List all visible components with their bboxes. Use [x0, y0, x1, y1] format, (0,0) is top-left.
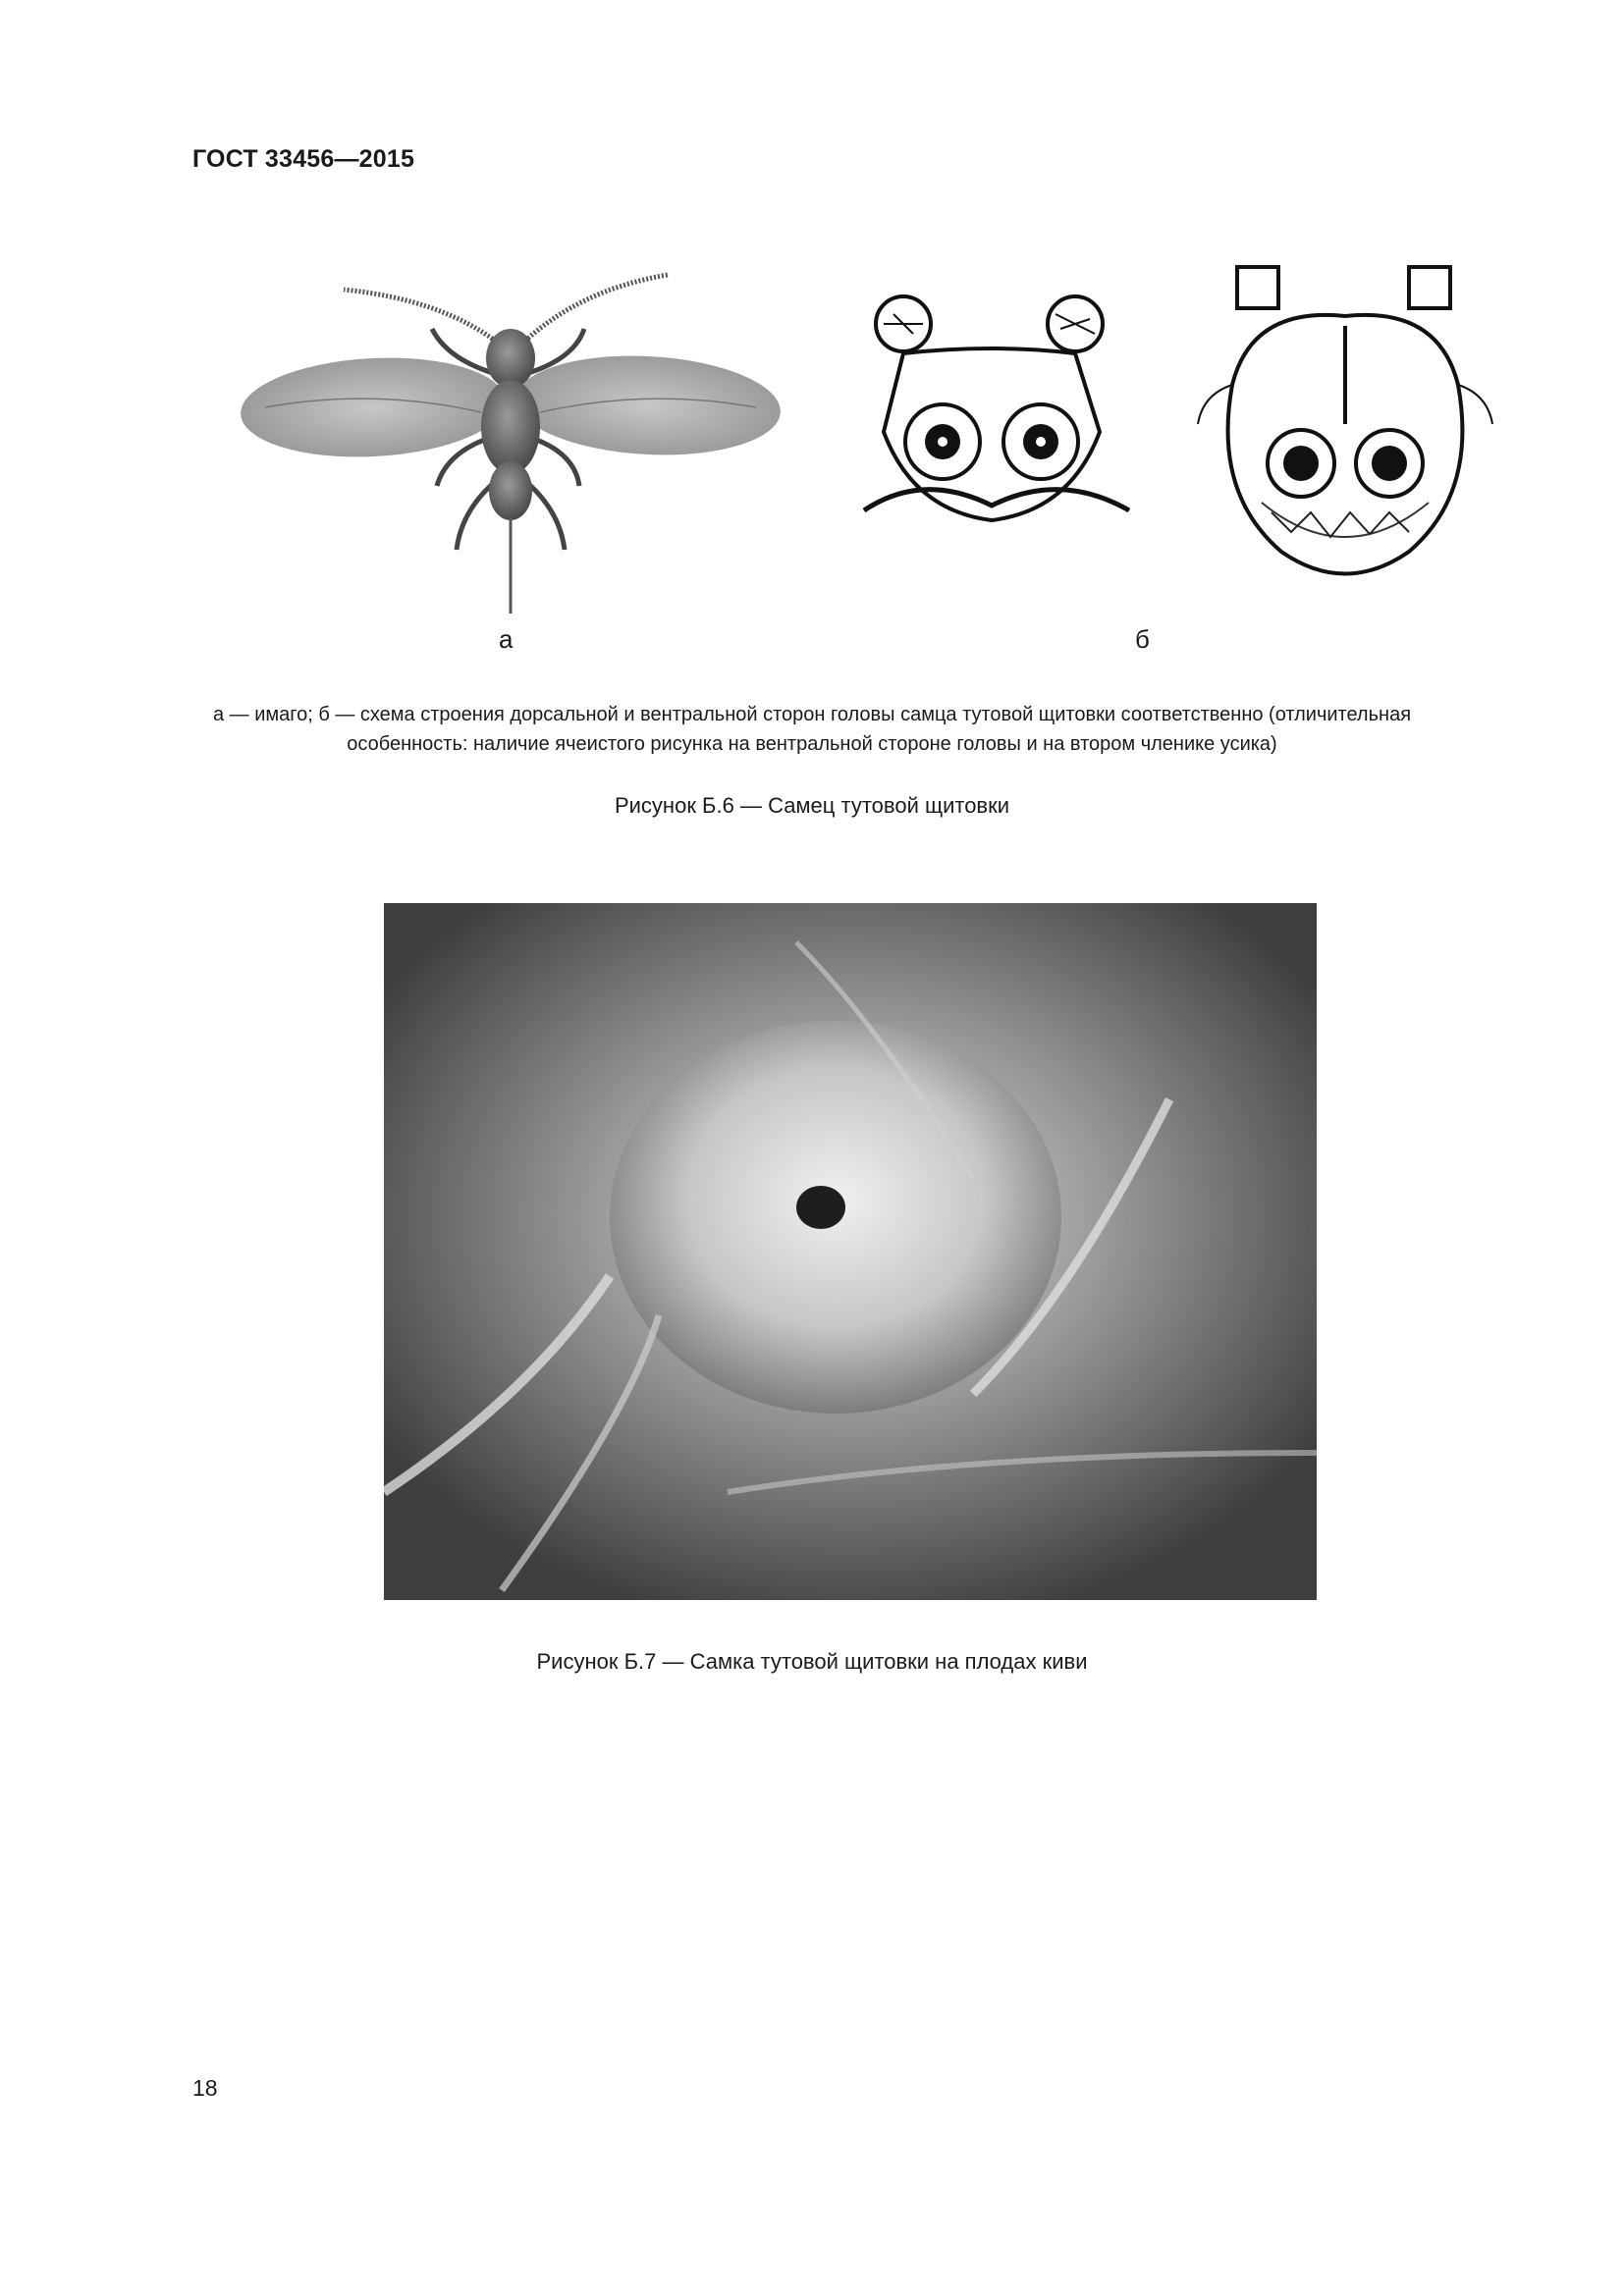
- page-number: 18: [192, 2075, 218, 2101]
- kiwi-scale-photo: [384, 903, 1317, 1600]
- document-code: ГОСТ 33456—2015: [192, 145, 415, 173]
- head-dorsal-diagram: [844, 285, 1159, 550]
- figure-b6-caption: Рисунок Б.6 — Самец тутовой щитовки: [614, 793, 1010, 818]
- figure-b6-legend: а — имаго; б — схема строения дорсальной и вентральной сторон головы самца тутовой щитовки соответственно (отличительная особенность: наличие ячеистого рисунка на вентральной стороне головы и на втором членике усика): [212, 704, 1412, 755]
- panel-b-label: б: [1135, 624, 1150, 654]
- head-ventral-diagram: [1193, 228, 1502, 596]
- insect-adult-illustration: [236, 260, 785, 618]
- figure-b7-caption: Рисунок Б.7 — Самка тутовой щитовки на плодах киви: [536, 1649, 1088, 1674]
- panel-a-label: а: [499, 624, 514, 654]
